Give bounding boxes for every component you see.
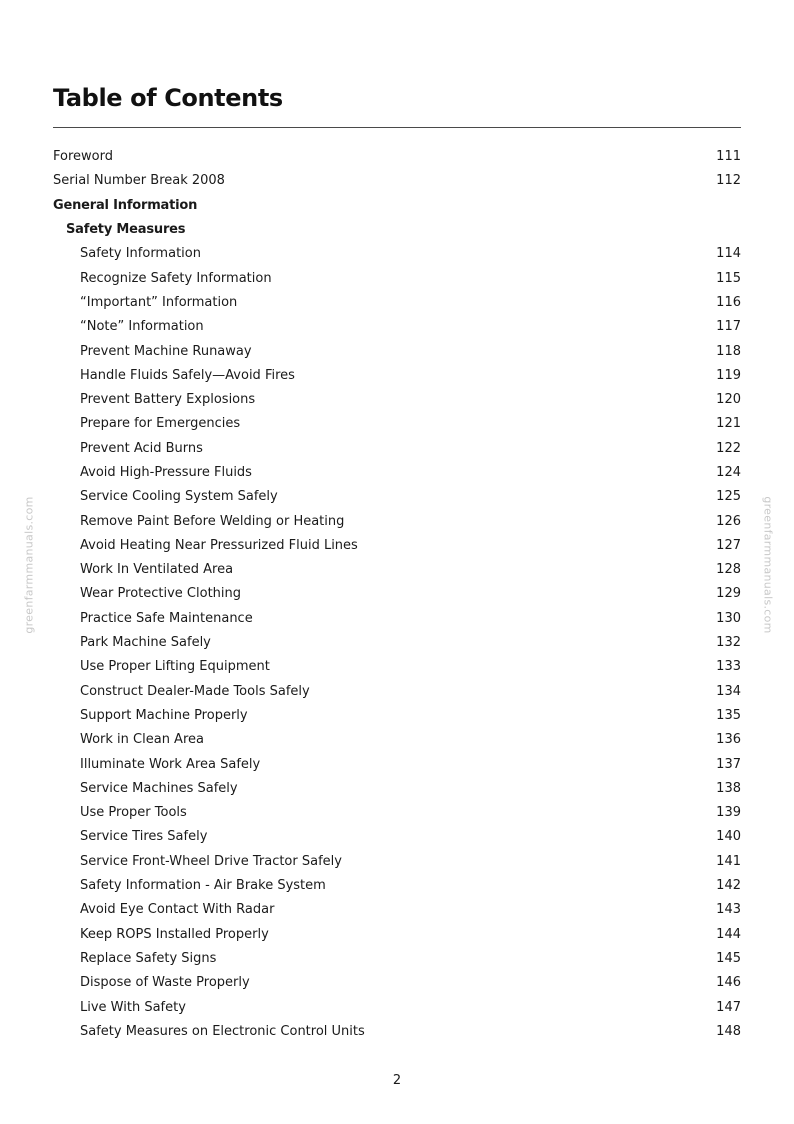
toc-entry-page: 122 — [716, 440, 741, 456]
page-title: Table of Contents — [53, 84, 283, 112]
toc-entry-label: Prepare for Emergencies — [80, 416, 241, 432]
watermark-right: greenfarmmanuals.com — [761, 496, 775, 634]
toc-entry[interactable] — [53, 995, 741, 1019]
toc-entry-page: 129 — [716, 586, 741, 602]
toc-entry-label: Use Proper Tools — [80, 805, 187, 821]
toc-entry[interactable] — [53, 631, 741, 655]
toc-entry-label: Avoid Eye Contact With Radar — [80, 902, 275, 918]
toc-entry-label: Wear Protective Clothing — [80, 586, 242, 602]
toc-entry-page: 148 — [716, 1023, 741, 1039]
toc-entry-label: Service Cooling System Safely — [80, 489, 278, 505]
toc-entry-label: Replace Safety Signs — [80, 950, 217, 966]
toc-entry-page: 126 — [716, 513, 741, 529]
toc-entry-label: Live With Safety — [80, 999, 186, 1015]
toc-entry-page: 128 — [716, 562, 741, 578]
toc-entry-label: General Information — [53, 197, 198, 213]
toc-entry-page: 120 — [716, 392, 741, 408]
toc-entry-page: 114 — [716, 246, 741, 262]
toc-entry-label: Prevent Acid Burns — [80, 440, 203, 456]
toc-entry[interactable] — [53, 145, 741, 169]
toc-entry[interactable] — [53, 825, 741, 849]
toc-entry-label: Safety Information - Air Brake System — [80, 878, 326, 894]
toc-entry[interactable] — [53, 752, 741, 776]
toc-entry-page: 130 — [716, 610, 741, 626]
toc-entry[interactable] — [53, 509, 741, 533]
toc-entry[interactable] — [53, 947, 741, 971]
toc-entry-page: 147 — [716, 999, 741, 1015]
toc-entry-page: 132 — [716, 635, 741, 651]
toc-entry-label: Service Tires Safely — [80, 829, 208, 845]
toc-entry-page: 136 — [716, 732, 741, 748]
watermark-left: greenfarmmanuals.com — [22, 496, 36, 634]
toc-entry[interactable] — [53, 777, 741, 801]
toc-entry-label: “Important” Information — [80, 294, 238, 310]
page-number: 2 — [392, 1073, 402, 1088]
toc-entry-page: 137 — [716, 756, 741, 772]
toc-entry-label: Practice Safe Maintenance — [80, 610, 253, 626]
toc-entry[interactable] — [53, 582, 741, 606]
toc-entry[interactable] — [53, 461, 741, 485]
toc-entry[interactable] — [53, 1020, 741, 1044]
toc-entry[interactable] — [53, 971, 741, 995]
toc-entry-page: 144 — [716, 926, 741, 942]
toc-entry-page: 141 — [716, 853, 741, 869]
toc-entry[interactable] — [53, 534, 741, 558]
toc-entry-label: Support Machine Properly — [80, 707, 248, 723]
toc-entry-page: 124 — [716, 465, 741, 480]
toc-entry[interactable] — [53, 874, 741, 898]
toc-entry-label: Avoid Heating Near Pressurized Fluid Lines — [80, 537, 358, 553]
toc-entry[interactable] — [53, 655, 741, 679]
toc-entry-page: 139 — [716, 805, 741, 821]
toc-entry-page: 133 — [716, 659, 741, 675]
toc-entry-label: Service Front-Wheel Drive Tractor Safely — [80, 853, 342, 869]
toc-entry-label: Recognize Safety Information — [80, 270, 272, 286]
toc-entry-page: 115 — [716, 270, 741, 286]
toc-entry-label: “Note” Information — [80, 319, 204, 335]
toc-entry-label: Work in Clean Area — [80, 732, 204, 748]
toc-entry-label: Prevent Battery Explosions — [80, 392, 256, 408]
toc-entry-page: 138 — [716, 780, 741, 796]
toc-entry-label: Handle Fluids Safely—Avoid Fires — [80, 367, 295, 383]
toc-entry[interactable] — [53, 923, 741, 947]
toc-entry[interactable] — [53, 315, 741, 339]
toc-entry[interactable] — [53, 728, 741, 752]
toc-entry-label: Avoid High-Pressure Fluids — [80, 465, 252, 480]
toc-entry[interactable] — [53, 266, 741, 290]
toc-entry-label: Safety Measures on Electronic Control Units — [80, 1023, 365, 1039]
toc-entry[interactable] — [53, 485, 741, 509]
toc-entry-label: Park Machine Safely — [80, 635, 211, 651]
toc-section-heading — [53, 218, 741, 242]
toc-entry-label: Prevent Machine Runaway — [80, 343, 252, 359]
toc-entry[interactable] — [53, 704, 741, 728]
toc-entry[interactable] — [53, 898, 741, 922]
toc-entry-page: 119 — [716, 367, 741, 383]
toc-entry-label: Serial Number Break 2008 — [53, 173, 225, 189]
toc-entry[interactable] — [53, 437, 741, 461]
toc-entry-label: Keep ROPS Installed Properly — [80, 926, 269, 942]
toc-entry-label: Dispose of Waste Properly — [80, 975, 250, 991]
toc-entry[interactable] — [53, 607, 741, 631]
toc-entry[interactable] — [53, 242, 741, 266]
toc-entry-label: Safety Information — [80, 246, 201, 262]
toc-entry-page: 116 — [716, 294, 741, 310]
toc-entry-label: Illuminate Work Area Safely — [80, 756, 261, 772]
toc-entry[interactable] — [53, 801, 741, 825]
toc-entry-page: 112 — [716, 173, 741, 189]
toc-entry-label: Foreword — [53, 149, 113, 165]
title-divider — [53, 127, 741, 128]
toc-entry-label: Construct Dealer-Made Tools Safely — [80, 683, 310, 699]
toc-entry[interactable] — [53, 291, 741, 315]
toc-entry-label: Use Proper Lifting Equipment — [80, 659, 270, 675]
toc-entry-page: 145 — [716, 950, 741, 966]
toc-section-heading — [53, 194, 741, 218]
toc-entry-page: 111 — [716, 149, 741, 165]
toc-entry-label: Service Machines Safely — [80, 780, 238, 796]
toc-entry-label: Remove Paint Before Welding or Heating — [80, 513, 345, 529]
toc-entry-page: 143 — [716, 902, 741, 918]
toc-entry[interactable] — [53, 364, 741, 388]
toc-entry-label: Work In Ventilated Area — [80, 562, 234, 578]
toc-entry-page: 121 — [716, 416, 741, 432]
toc-entry[interactable] — [53, 558, 741, 582]
toc-entry[interactable] — [53, 388, 741, 412]
toc-entry[interactable] — [53, 850, 741, 874]
toc-entry-page: 125 — [716, 489, 741, 505]
toc-entry-page: 140 — [716, 829, 741, 845]
toc-entry[interactable] — [53, 169, 741, 193]
toc-entry[interactable] — [53, 339, 741, 363]
toc-entry[interactable] — [53, 680, 741, 704]
toc-entry-page: 134 — [716, 683, 741, 699]
toc-entry[interactable] — [53, 412, 741, 436]
toc-entry-page: 118 — [716, 343, 741, 359]
table-of-contents — [53, 145, 741, 1044]
toc-entry-page: 142 — [716, 878, 741, 894]
toc-entry-page: 117 — [716, 319, 741, 335]
toc-entry-page: 146 — [716, 975, 741, 991]
toc-entry-page: 127 — [716, 537, 741, 553]
toc-entry-label: Safety Measures — [66, 222, 186, 238]
toc-entry-page: 135 — [716, 707, 741, 723]
